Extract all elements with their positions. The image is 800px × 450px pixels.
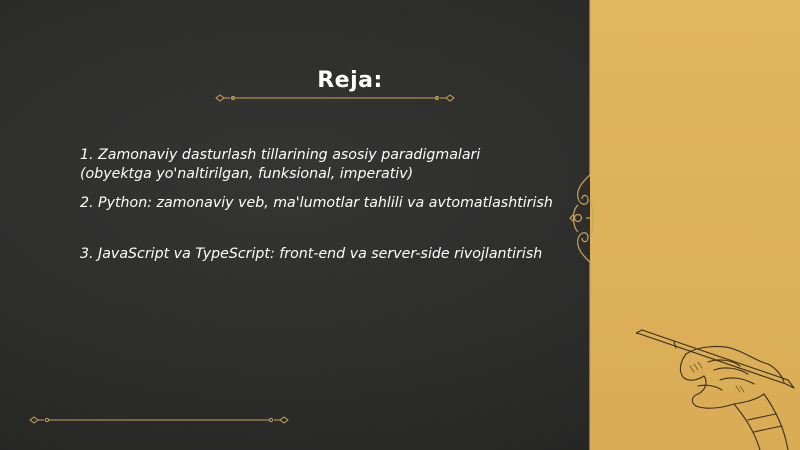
vertical-scroll-divider-icon — [560, 0, 596, 450]
list-item — [80, 146, 480, 184]
list-item-text: 2. Python: zamonaviy veb, ma'lumotlar tahlili va avtomatlashtirish — [80, 195, 553, 211]
list-item — [80, 194, 553, 213]
list-item-text: 1. Zamonaviy dasturlash tillarining asosiy paradigmalari — [80, 147, 481, 163]
decorative-line-ornament-icon — [26, 414, 292, 426]
list-item-text: 3. JavaScript va TypeScript: front-end va server-side rivojlantirish — [80, 246, 543, 262]
hand-with-pen-icon — [636, 326, 800, 450]
decorative-line-ornament-icon — [212, 92, 458, 104]
list-item-subtext: (obyektga yo'naltirilgan, funksional, imperativ) — [80, 166, 414, 182]
slide-title: Reja: — [317, 68, 383, 93]
list-item — [80, 245, 542, 264]
